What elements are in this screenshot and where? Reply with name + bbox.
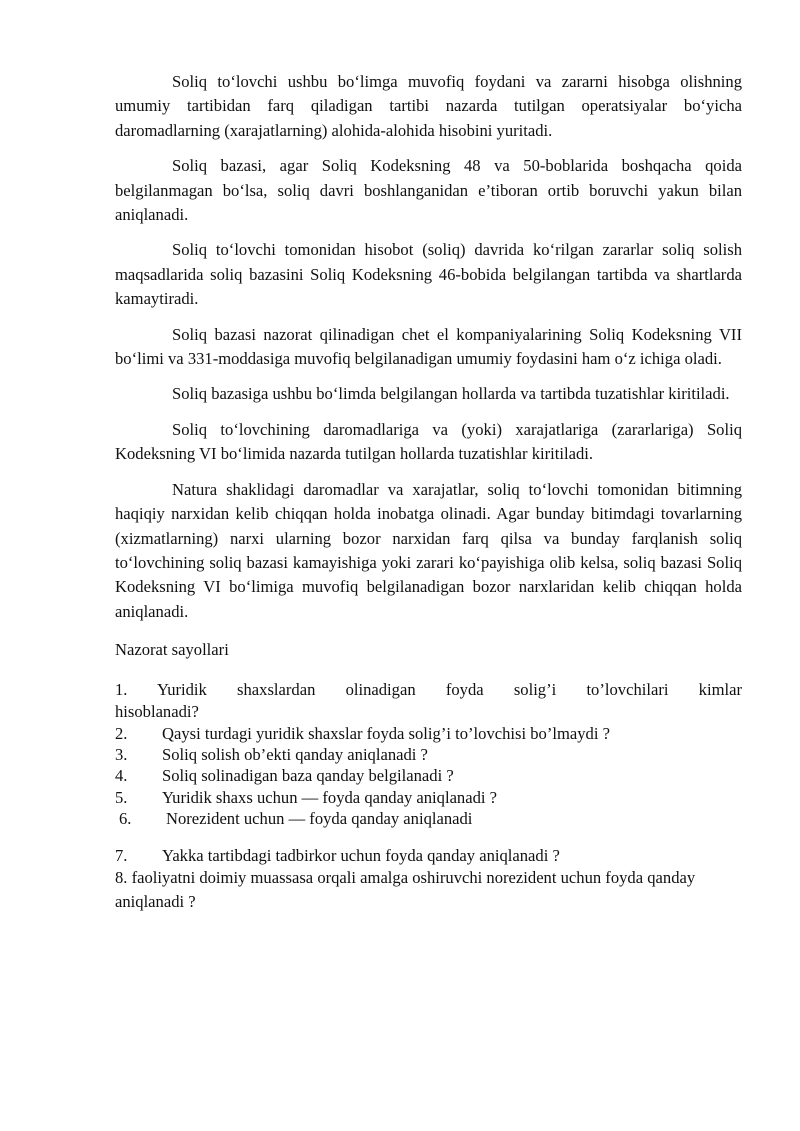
paragraph-income-expense-adjustments: Soliq to‘lovchining daromadlariga va (yoki) xarajatlariga (zararlariga) Soliq Kodeksning VI bo‘limida nazarda tutilgan hollarda tuzatishlar kiritiladi. (115, 419, 742, 464)
question-item-4 (115, 765, 742, 786)
question-item-7 (115, 845, 742, 866)
question-item-5 (115, 787, 742, 808)
question-1-line1 (115, 680, 742, 699)
paragraph-base-adjustments: Soliq bazasiga ushbu bo‘limda belgilangan hollarda va tartibda tuzatishlar kiritiladi. (172, 384, 730, 404)
question-item-2 (115, 723, 742, 744)
paragraph-tax-base-cumulative: Soliq bazasi, agar Soliq Kodeksning 48 va 50-boblarida boshqacha qoida belgilanmagan bo‘lsa, soliq davri boshlanganidan e’tiboran ortib boruvchi yakun bilan aniqlanadi. (115, 156, 742, 225)
questions-list (115, 679, 742, 914)
question-number: 3. (115, 744, 128, 764)
paragraph-in-kind-income: Natura shaklidagi daromadlar va xarajatlar, soliq to‘lovchi tomonidan bitimning haqiqiy narxidan kelib chiqqan holda inobatga olinadi. Agar bunday bitimdagi tovarlarning (xizmatlarning) narxi ularning bozor narxidan farq qilsa va bunday farqlanish soliq to‘lovchining soliq bazasi kamayishiga yoki zarari ko‘payishiga olib kelsa, soliq bazasi Soliq Kodeksning VI bo‘limiga muvofiq belgilanadigan bozor narxlaridan kelib chiqqan holda aniqlanadi. (115, 479, 742, 621)
document-page (115, 70, 742, 914)
question-number: 2. (115, 723, 128, 743)
question-item-1 (115, 679, 742, 723)
question-number: 1. (115, 679, 128, 699)
question-text: Soliq solinadigan baza qanday belgilanadi ? (162, 766, 454, 786)
question-text: Norezident uchun — foyda qanday aniqlanadi (166, 809, 473, 829)
question-number: 6. (119, 809, 132, 829)
question-number: 5. (115, 787, 128, 807)
question-text: Soliq solish ob’ekti qanday aniqlanadi ? (162, 744, 428, 764)
question-item-6 (115, 808, 742, 829)
question-text: Yuridik shaxslardan olinadigan foyda solig’i to’lovchilari kimlar (157, 679, 742, 699)
question-item-8: 8. faoliyatni doimiy muassasa orqali amalga oshiruvchi norezident uchun foyda qanday aniqlanadi ? (115, 867, 696, 911)
question-text: Yuridik shaxs uchun — foyda qanday aniqlanadi ? (162, 787, 498, 807)
question-number: 7. (115, 845, 128, 865)
question-item-3 (115, 744, 742, 765)
question-number: 4. (115, 766, 128, 786)
question-1-line2: hisoblanadi? (115, 701, 199, 721)
paragraph-losses-reduce-base: Soliq to‘lovchi tomonidan hisobot (soliq) davrida ko‘rilgan zararlar soliq solish maqsadlarida soliq bazasini Soliq Kodeksning 46-bobida belgilangan tartibda va shartlarda kamaytiradi. (115, 240, 742, 309)
paragraph-separate-accounting: Soliq to‘lovchi ushbu bo‘limga muvofiq foydani va zararni hisobga olishning umumiy tartibidan farq qiladigan tartibi nazarda tutilgan operatsiyalar bo‘yicha daromadlarning (xarajatlarning) alohida-alohida hisobini yuritadi. (115, 72, 742, 140)
question-text: Qaysi turdagi yuridik shaxslar foyda solig’i to’lovchisi bo’lmaydi ? (162, 723, 610, 743)
question-text: Yakka tartibdagi tadbirkor uchun foyda qanday aniqlanadi ? (162, 845, 560, 865)
paragraph-controlled-foreign-companies: Soliq bazasi nazorat qilinadigan chet el kompaniyalarining Soliq Kodeksning VII bo‘limi va 331-moddasiga muvofiq belgilanadigan umumiy foydasini ham o‘z ichiga oladi. (115, 324, 742, 369)
questions-heading: Nazorat sayollari (115, 640, 229, 660)
